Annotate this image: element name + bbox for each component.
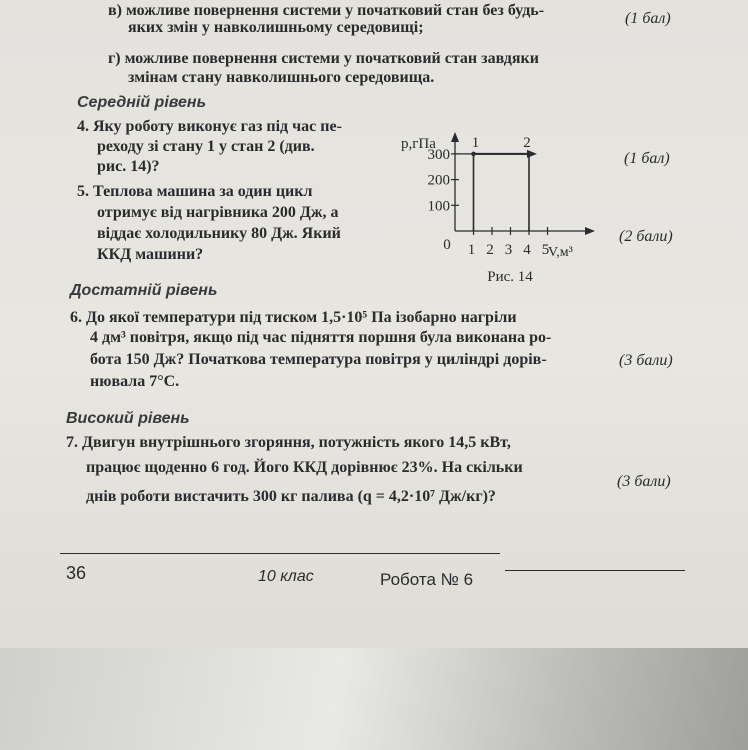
state-point-1 (471, 152, 476, 157)
task7-points: (3 бали) (617, 473, 671, 490)
background-surface (0, 648, 748, 750)
task5-line2: отримує від нагрівника 200 Дж, а (97, 204, 339, 221)
option-v-line1: в) можливе повернення системи у початковий стан без будь- (108, 2, 545, 19)
task7-line2: працює щоденно 6 год. Його ККД дорівнює 23%. На скільки (86, 459, 523, 476)
origin-label: 0 (443, 237, 451, 253)
y-tick-label: 200 (427, 172, 450, 189)
x-axis-arrow (585, 227, 595, 235)
task4-line3: рис. 14)? (97, 158, 160, 175)
y-tick-label: 300 (427, 146, 450, 163)
x-axis-label: V,м³ (548, 245, 573, 260)
process-area-outline (474, 154, 530, 231)
task4-line2: реходу зі стану 1 у стан 2 (див. (97, 138, 315, 155)
option-g-line2: змінам стану навколишнього середовища. (128, 69, 435, 86)
task5-line1: 5. Теплова машина за один цикл (77, 183, 313, 200)
task4-line1: 4. Яку роботу виконує газ під час пе- (77, 118, 342, 135)
task5-points: (2 бали) (619, 228, 673, 245)
section-high: Високий рівень (66, 410, 190, 427)
state-label-1: 1 (471, 134, 480, 151)
y-tick-label: 100 (427, 198, 450, 215)
footer-rule-left (60, 553, 500, 554)
task6-line3: бота 150 Дж? Початкова температура повітря у циліндрі дорів- (90, 351, 547, 368)
task7-line3: днів роботи вистачить 300 кг палива (q = 4,2·10⁷ Дж/кг)? (86, 488, 496, 505)
figure-caption: Рис. 14 (487, 269, 533, 285)
task6-line1: 6. До якої температури під тиском 1,5·10⁵ Па ізобарно нагріли (70, 309, 517, 326)
figure-14-chart (395, 128, 600, 288)
task6-points: (3 бали) (619, 352, 673, 369)
task6-line4: нювала 7°С. (90, 373, 180, 390)
task6-line2: 4 дм³ повітря, якщо під час підняття поршня була виконана ро- (90, 329, 552, 346)
footer-grade: 10 клас (258, 568, 314, 585)
task5-line4: ККД машини? (97, 246, 204, 263)
task5-line3: віддає холодильнику 80 Дж. Який (97, 225, 341, 242)
x-tick-label: 2 (486, 242, 494, 258)
state-point-2 (527, 152, 532, 157)
state-label-2: 2 (523, 134, 531, 151)
footer-page-number: 36 (66, 563, 87, 583)
x-tick-label: 4 (523, 242, 531, 258)
x-tick-label: 3 (504, 242, 513, 258)
section-sufficient: Достатній рівень (70, 282, 218, 299)
x-tick-label: 5 (541, 242, 550, 258)
footer-rule-right (505, 570, 685, 571)
footer-work-title: Робота № 6 (380, 570, 474, 589)
option-v-points: (1 бал) (625, 10, 671, 27)
section-medium: Середній рівень (77, 94, 207, 111)
y-axis-label: p,гПа (401, 136, 436, 152)
x-tick-label: 1 (467, 242, 476, 258)
option-g-line1: г) можливе повернення системи у початковий стан завдяки (108, 50, 539, 67)
task4-points: (1 бал) (624, 150, 670, 167)
y-axis-arrow (451, 132, 459, 142)
option-v-line2: яких змін у навколишньому середовищі; (128, 19, 424, 36)
task7-line1: 7. Двигун внутрішнього згоряння, потужність якого 14,5 кВт, (66, 434, 511, 451)
